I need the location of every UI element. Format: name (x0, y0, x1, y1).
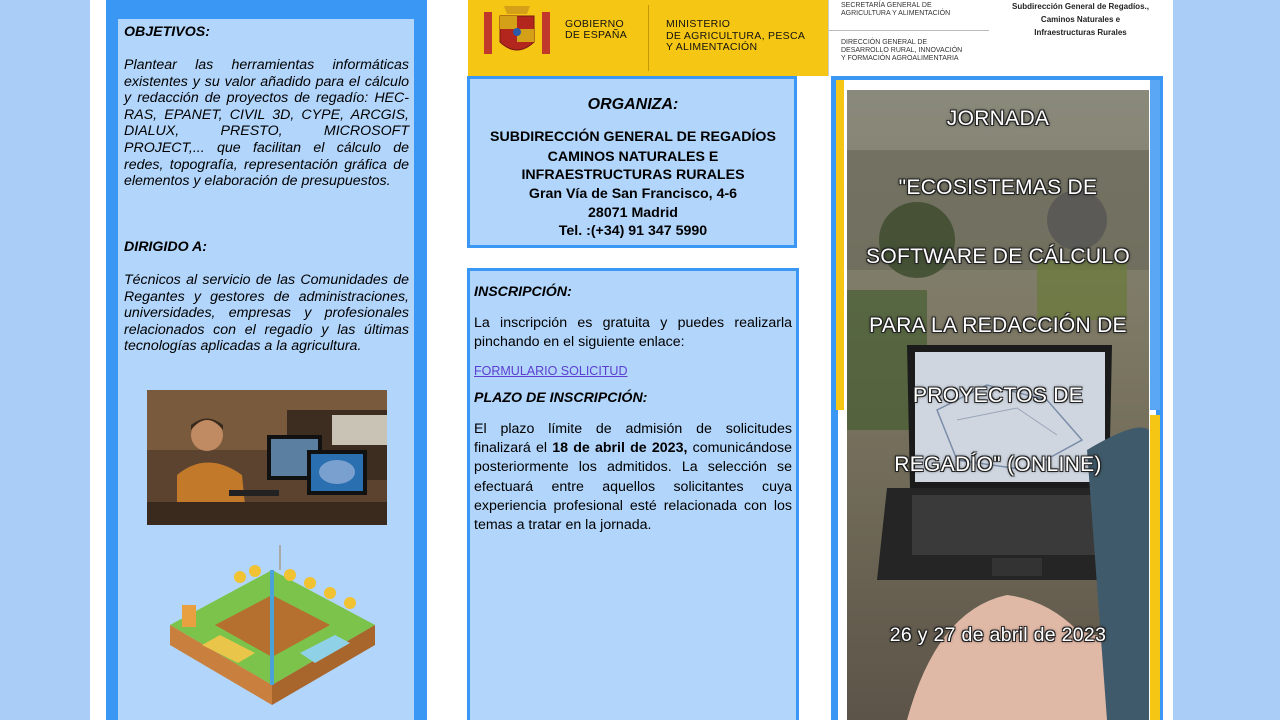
organiza-line1: SUBDIRECCIÓN GENERAL DE REGADÍOS (490, 129, 776, 145)
sub-line1: Subdirección General de Regadíos., (1012, 2, 1149, 11)
blue-stripe-right (1150, 80, 1160, 410)
ministerio-line1: MINISTERIO (666, 18, 731, 30)
formulario-solicitud-link[interactable]: FORMULARIO SOLICITUD (474, 364, 628, 378)
dirigido-text: Técnicos al servicio de las Comunidades de Regantes y gestores de administraciones, universidades, empresas y profesionales relacionados con el regadío y las últimas tecnologías aplicadas a la agricultura. (124, 272, 409, 355)
dirigido-heading: DIRIGIDO A: (124, 239, 208, 255)
secretaria-line1: SECRETARÍA GENERAL DE (841, 2, 932, 9)
jornada-line1: JORNADA (946, 107, 1050, 130)
banner-secretaria (828, 0, 989, 76)
organiza-heading: ORGANIZA: (587, 96, 679, 113)
organiza-city: 28071 Madrid (588, 205, 678, 221)
jornada-line4: PARA LA REDACCIÓN DE (869, 314, 1127, 337)
jornada-line3: SOFTWARE DE CÁLCULO (866, 245, 1130, 268)
inscripcion-text: La inscripción es gratuita y puedes realizarla pinchando en el siguiente enlace: (474, 315, 792, 351)
jornada-line6: REGADÍO" (ONLINE) (894, 453, 1102, 476)
subdireccion-header (988, 0, 1173, 39)
banner-divider (648, 5, 649, 71)
jornada-line2: "ECOSISTEMAS DE (898, 176, 1098, 199)
organiza-address: Gran Vía de San Francisco, 4-6 (528, 186, 738, 202)
objetivos-text: Plantear las herramientas informáticas existentes y su valor añadido para el cálculo y redacción de proyectos de regadío: HEC-RAS, EPANET, CIVIL 3D, CYPE, ARCGIS, DIALUX, PRESTO, MICROSOFT PROJECT,... que facilitan el cálculo de redes, topografía, representación gráfica de elementos y elaboración de presupuestos. (124, 57, 409, 190)
organiza-line2: CAMINOS NATURALES E (547, 149, 719, 165)
farm-isometric-illustration (160, 545, 385, 715)
jornada-line5: PROYECTOS DE (912, 384, 1084, 407)
plazo-heading: PLAZO DE INSCRIPCIÓN: (474, 390, 648, 406)
jornada-date: 26 y 27 de abril de 2023 (889, 624, 1107, 646)
gobierno-line2: DE ESPAÑA (565, 29, 628, 41)
inscripcion-heading: INSCRIPCIÓN: (474, 284, 572, 300)
yellow-stripe-left (836, 80, 844, 410)
office-worker-photo (147, 390, 387, 525)
ministerio-line2: DE AGRICULTURA, PESCA (666, 29, 806, 42)
organiza-phone: Tel. :(+34) 91 347 5990 (558, 223, 708, 239)
direccion-line1: DIRECCIÓN GENERAL DE (841, 39, 928, 46)
plazo-text-a: El plazo límite de admisión de solicitudes finalizará el (474, 421, 792, 457)
direccion-line3: Y FORMACIÓN AGROALIMENTARIA (841, 55, 959, 62)
plazo-text (474, 420, 792, 535)
plazo-text-b: comunicándose posteriormente los admitidos. La selección se efectuará entre aquellos solicitantes cuya experiencia profesional esté relacionada con los temas a tratar en la jornada. (474, 440, 792, 534)
coat-of-arms-icon (482, 2, 552, 62)
ministerio-line3: Y ALIMENTACIÓN (666, 41, 758, 53)
secretaria-divider (829, 30, 989, 31)
organiza-line3: INFRAESTRUCTURAS RURALES (521, 167, 745, 183)
plazo-date: 18 de abril de 2023, (552, 440, 688, 457)
direccion-line2: DESARROLLO RURAL, INNOVACIÓN (841, 47, 963, 54)
gobierno-line1: GOBIERNO (565, 18, 624, 30)
yellow-stripe-right (1150, 415, 1160, 720)
sub-line2: Caminos Naturales e (1040, 15, 1121, 24)
sub-line3: Infraestructuras Rurales (1034, 28, 1127, 37)
government-banner (468, 0, 828, 76)
secretaria-line2: AGRICULTURA Y ALIMENTACIÓN (841, 10, 951, 17)
objetivos-heading: OBJETIVOS: (124, 24, 210, 40)
